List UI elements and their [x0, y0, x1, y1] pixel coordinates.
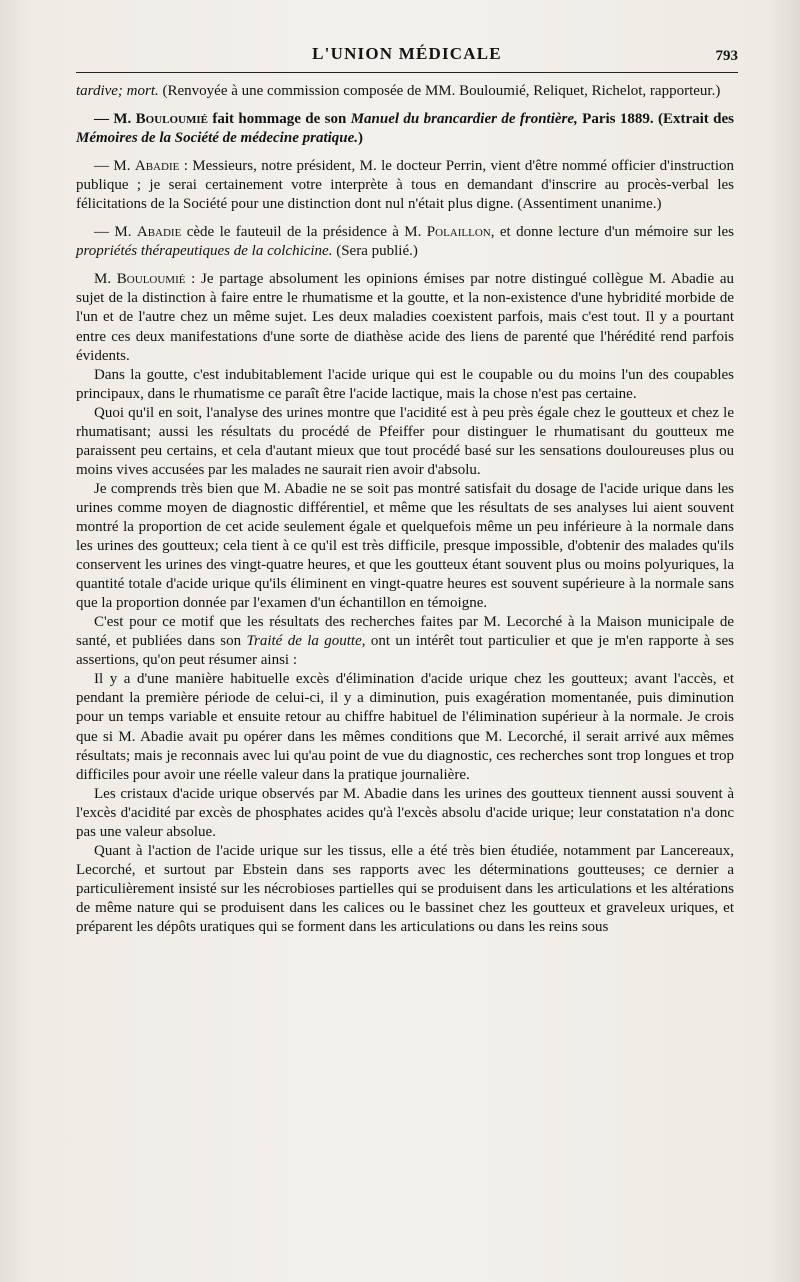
text-run: Dans la goutte, c'est indubitablement l'acide urique qui est le coupable ou du moins l'un des coupables principaux, dans le rhumatisme ce paraît être l'acide lactique, mais la chose n'est pas certaine.	[76, 366, 734, 402]
paragraph-goutte	[76, 366, 734, 404]
text-run: Abadie	[134, 158, 180, 175]
text-run: )	[358, 130, 364, 147]
text-run: Il y a d'une manière habituelle excès d'élimination d'acide urique chez les goutteux; avant l'accès, et pendant la première période de celui-ci, il y a diminution, puis exagération momentanée, puis diminution pour un temps variable et ensuite retour au chiffre habituel de l'élimination supérieur à la normale. Je crois que si M. Abadie avait pu opérer dans les mêmes conditions que M. Lecorché, il serait arrivé aux mêmes résultats; mais je reconnais avec lui qu'au point de vue du diagnostic, ces recherches sont trop longues et trop difficiles pour avoir une réelle valeur dans la pratique journalière.	[76, 671, 734, 783]
text-run: — M.	[94, 224, 137, 241]
paragraph-elimination	[76, 670, 734, 784]
paragraph-commission	[76, 82, 734, 101]
paragraph-dosage	[76, 480, 734, 613]
text-run: , et donne lecture d'un mémoire sur les	[490, 224, 735, 241]
text-run: Paris 1889. (Extrait des	[577, 111, 734, 128]
running-title: L'UNION MÉDICALE	[312, 44, 502, 63]
text-run: (Renvoyée à une commission composée de MM. Bouloumié, Reliquet, Richelot, rapporteur.)	[158, 83, 721, 99]
text-run: cède le fauteuil de la présidence à M.	[181, 224, 427, 241]
text-run: : Je partage absolument les opinions émises par notre distingué collègue M. Abadie au sujet de la distinction à faire entre le rhumatisme et la goutte, et la non-existence d'une hybridité morbide de l'un et de l'autre chez un même sujet. Les deux maladies coexistent parfois, mais c'est tout. Il y a pourtant entre ces deux manifestations d'une sorte de diathèse acide des liens de parenté que l'hérédité rend parfois évidents.	[76, 271, 734, 364]
text-run: Manuel du brancardier de frontière,	[350, 111, 578, 128]
text-run: Bouloumié	[116, 271, 186, 288]
text-run: C'est pour ce motif que les résultats des recherches faites par M. Lecorché à la Maison municipale de santé, et publiées dans son	[76, 614, 734, 650]
page-header	[76, 44, 738, 70]
text-run: : Messieurs, notre président, M. le docteur Perrin, vient d'être nommé officier d'instruction publique ; je serai certainement votre interprète à tous en demandant d'inscrire au procès-verbal les félicitations de la Société pour une distinction dont nul n'était plus digne. (Assentiment unanime.)	[76, 158, 734, 213]
text-run: — M.	[94, 158, 135, 175]
paragraph-abadie-felicitations	[76, 157, 734, 214]
paragraph-abadie-colchicine	[76, 223, 734, 261]
paragraph-hommage	[76, 110, 734, 148]
text-run: Quoi qu'il en soit, l'analyse des urines montre que l'acidité est à peu près égale chez le goutteux et chez le rhumatisant; aussi les résultats du procédé de Pfeiffer pour distinguer le rhumatisant du goutteux me paraissent peu certains, et cela d'autant mieux que tout procédé basé sur les sensations douloureuses plus ou moins vives accusées par les malades ne saurait rien avoir d'absolu.	[76, 404, 734, 478]
text-run: , ont un intérêt tout particulier et que je m'en rapporte à ses assertions, qu'on peut résumer ainsi :	[76, 633, 734, 669]
text-run: Bouloumié	[135, 111, 208, 128]
text-run: Polaillon	[426, 224, 491, 241]
text-run: Les cristaux d'acide urique observés par M. Abadie dans les urines des goutteux tiennent aussi souvent à l'excès d'acidité par excès de phosphates acides qu'à l'excès absolu d'acide urique; leur constatation n'a donc pas une valeur absolue.	[76, 785, 734, 840]
text-run: M.	[94, 271, 117, 288]
text-run: Abadie	[136, 224, 182, 241]
text-run: — M.	[94, 111, 136, 128]
paragraph-analyse-urines	[76, 404, 734, 480]
paragraph-lecorche	[76, 613, 734, 670]
text-run: Traité de la goutte	[246, 633, 362, 650]
paragraph-bouloumie-intro	[76, 270, 734, 365]
body-text	[76, 82, 734, 937]
paragraph-action-tissus	[76, 842, 734, 937]
text-run: fait hommage de son	[208, 111, 351, 128]
page-number: 793	[715, 48, 738, 64]
text-run: tardive; mort.	[76, 83, 159, 99]
header-rule	[76, 72, 738, 73]
text-run: propriétés thérapeutiques de la colchicine.	[76, 243, 333, 260]
text-run: Quant à l'action de l'acide urique sur les tissus, elle a été très bien étudiée, notamment par Lancereaux, Lecorché, et surtout par Ebstein dans ses rapports avec les déterminations goutteuses; ce dernier a particulièrement insisté sur les nécrobioses partielles qui se produisent dans les articulations et les altérations de même nature qui se produisent dans les calices ou le bassinet chez les goutteux et graveleux uriques, et préparent les dépôts uratiques qui se forment dans les articulations ou dans les reins sous	[76, 842, 734, 935]
text-run: Je comprends très bien que M. Abadie ne se soit pas montré satisfait du dosage de l'acide urique dans les urines comme moyen de diagnostic différentiel, et même que les résultats de ses analyses lui aient souvent montré la proportion de cet acide seulement égale et quelquefois même un peu inférieure à la normale dans les urines des goutteux; cela tient à ce qu'il est très difficile, presque impossible, d'obtenir des malades qu'ils conservent les urines des vingt-quatre heures, et que les goutteux étant souvent plus ou moins polyuriques, la quantité totale d'acide urique qu'ils éliminent en vingt-quatre heures est souvent supérieure à la normale sans que la proportion donnée par l'examen d'un échantillon en témoigne.	[76, 480, 734, 612]
paragraph-cristaux	[76, 785, 734, 842]
text-run: (Sera publié.)	[332, 243, 418, 260]
text-run: Mémoires de la Société de médecine pratique.	[76, 130, 359, 147]
